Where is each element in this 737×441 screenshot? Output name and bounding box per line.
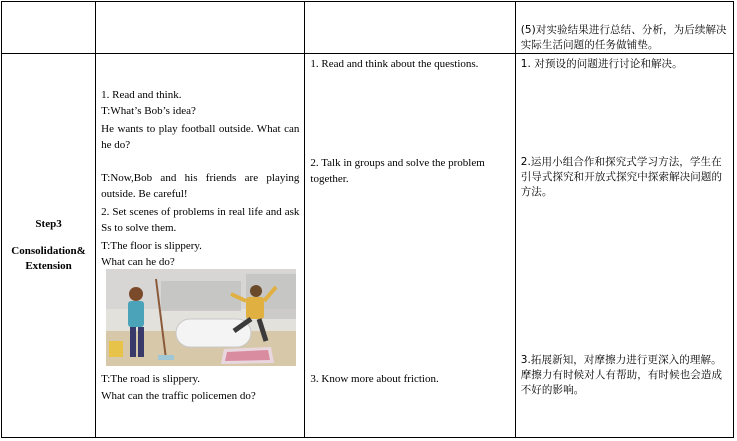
purpose-text-3: 3.拓展新知，对摩擦力进行更深入的理解。摩擦力有时候对人有帮助，有时候也会造成不好的影响。 (520, 354, 723, 396)
teacher-text-6: T:The floor is slippery. (101, 240, 202, 252)
cell-r1-purpose (515, 2, 733, 54)
student-text-1: 1. Read and think about the questions. (310, 58, 479, 70)
table-row-step3 (2, 54, 734, 438)
cell-r1-students (305, 2, 515, 54)
lesson-plan-table (1, 1, 734, 438)
teacher-text-7: What can he do? (101, 256, 175, 268)
purpose-text-2: 2.运用小组合作和探究式学习方法，学生在引导式探究和开放式探究中探索解决问题的方法。 (520, 156, 723, 198)
teacher-text-8: T:The road is slippery. (101, 373, 201, 385)
cell-design-purpose (515, 54, 733, 438)
slippery-floor-illustration (106, 269, 296, 366)
purpose-text-1: 1. 对预设的问题进行讨论和解决。 (520, 58, 683, 70)
teacher-text-3: He wants to play football outside. What can he do? (101, 123, 300, 151)
cell-student-activities (305, 54, 515, 438)
purpose-text-5: (5)对实验结果进行总结、分析，为后续解决实际生活问题的任务做铺垫。 (520, 24, 727, 51)
teacher-text-1: 1. Read and think. (101, 89, 182, 101)
teacher-text-2: T:What’s Bob’s idea? (101, 105, 196, 117)
teacher-text-9: What can the traffic policemen do? (101, 390, 256, 402)
cell-step-label (2, 54, 96, 438)
teacher-text-4: T:Now,Bob and his friends are playing outside. Be careful! (101, 172, 300, 200)
table-row-top (2, 2, 734, 54)
step-subtitle: Consolidation& Extension (11, 245, 86, 272)
student-text-2: 2. Talk in groups and solve the problem together. (310, 157, 485, 185)
step-title: Step3 (35, 218, 62, 230)
cell-r1-step (2, 2, 96, 54)
student-text-3: 3. Know more about friction. (310, 373, 439, 385)
cell-r1-teacher (96, 2, 305, 54)
teacher-text-5: 2. Set scenes of problems in real life and ask Ss to solve them. (101, 206, 300, 234)
cell-teacher-activities (96, 54, 305, 438)
